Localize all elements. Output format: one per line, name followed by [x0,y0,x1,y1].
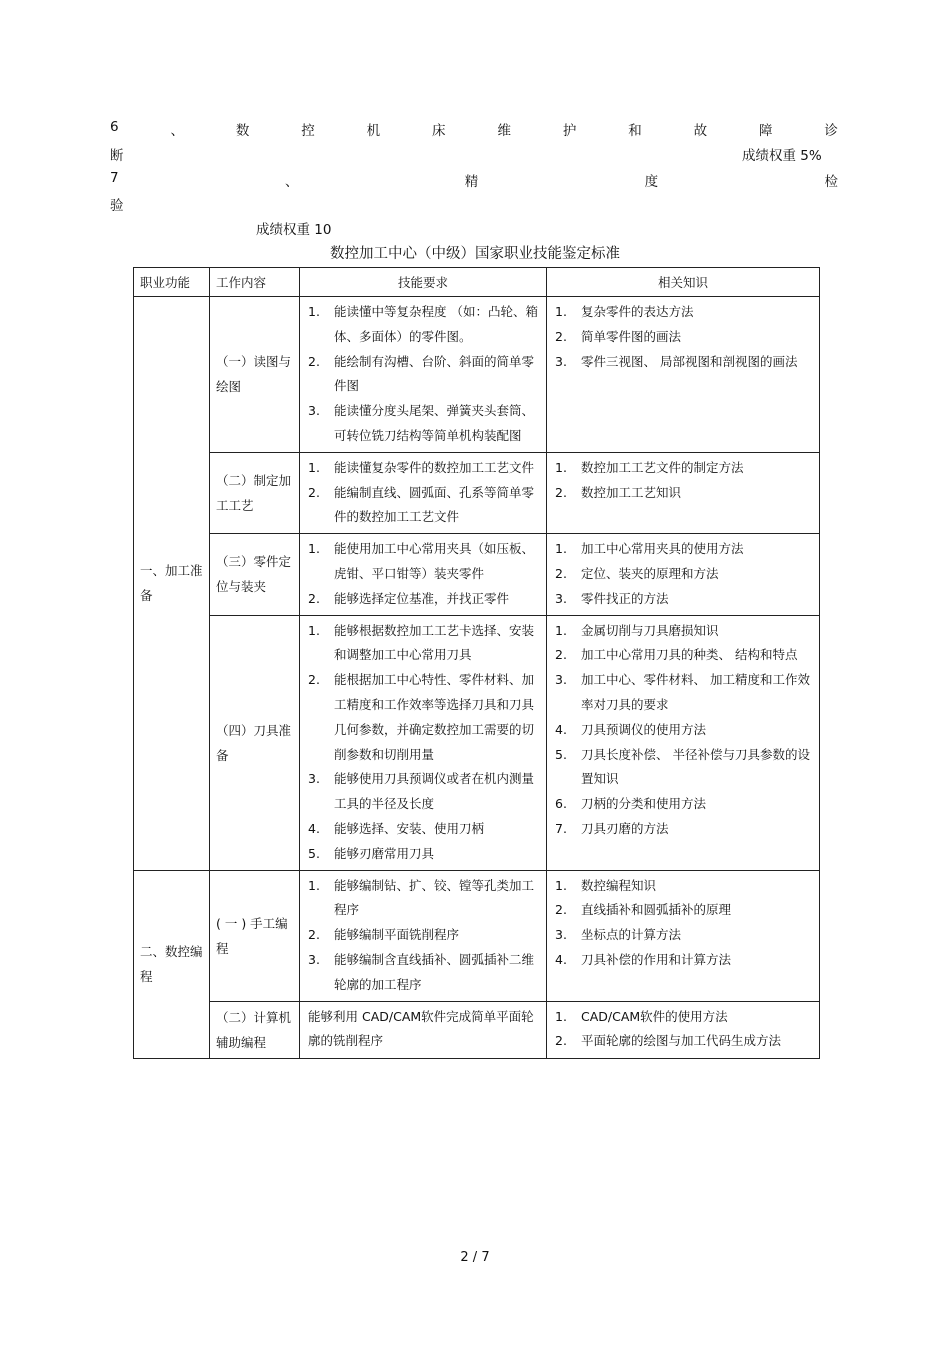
list-item-text: 加工中心、零件材料、 加工精度和工作效率对刀具的要求 [581,672,810,712]
list-item-text: 能读懂分度头尾架、弹簧夹头套筒、可转位铣刀结构等简单机构装配图 [334,403,535,443]
list-item [555,948,811,973]
list-item [308,300,538,350]
knowledge-cell [547,870,820,1001]
content-cell: （三）零件定位与装夹 [210,534,300,615]
list-item-number: 1. [308,541,320,557]
list-item [308,399,538,449]
list-item-number: 5. [308,845,320,861]
list-item-number: 3. [308,951,320,967]
skills-cell [300,452,547,533]
list-item-text: 能编制直线、圆弧面、孔系等简单零件的数控加工工艺文件 [334,484,535,525]
table-row [134,615,820,870]
heading-char: 和 [628,123,642,139]
numbered-list [308,456,538,530]
list-item-text: 能够刃磨常用刀具 [334,845,435,861]
list-item-number: 3. [555,672,567,688]
list-item [555,1029,811,1054]
list-item-text: 金属切削与刀具磨损知识 [581,622,719,638]
list-item-number: 1. [308,877,320,893]
list-item-number: 1. [555,877,567,893]
item6-weight: 成绩权重 5% [742,148,822,164]
heading-char: 控 [301,123,315,139]
list-item [555,587,811,612]
list-item-number: 2. [555,484,567,500]
list-item [308,842,538,867]
numbered-list [555,619,811,842]
list-item [555,562,811,587]
list-item-number: 1. [555,304,567,319]
list-item-number: 2. [308,927,320,943]
table-row [134,870,820,1001]
skills-text: 能够利用 CAD/CAM软件完成简单平面轮廓的铣削程序 [308,1008,534,1049]
list-item [555,898,811,923]
list-item [308,767,538,817]
numbered-list [555,456,811,506]
list-item-number: 3. [555,927,567,943]
list-item-number: 2. [308,353,320,369]
list-item-number: 3. [555,590,567,606]
content-cell: （四）刀具准备 [210,615,300,870]
numbered-list [308,874,538,998]
list-item [555,350,811,375]
list-item-text: 数控加工工艺文件的制定方法 [581,459,744,475]
list-item [555,718,811,743]
list-item-text: 能使用加工中心常用夹具（如压板、虎钳、平口钳等）装夹零件 [334,541,535,581]
skill-standard-table [133,267,820,1059]
list-item [555,1005,811,1030]
list-item-text: 刀具刃磨的方法 [581,820,669,836]
list-item-text: 能够编制平面铣削程序 [334,927,460,943]
heading-char: 故 [693,123,708,139]
skills-cell [300,1001,547,1058]
list-item-number: 1. [308,622,320,638]
heading-char: 诊 [824,123,838,139]
list-item [308,350,538,400]
content-cell: ( 一 ) 手工编程 [210,870,300,1001]
list-item-number: 4. [555,951,567,967]
list-item-text: 零件三视图、 局部视图和剖视图的画法 [581,353,798,369]
list-item-number: 5. [555,746,567,762]
list-item [308,817,538,842]
list-item-number: 2. [555,328,567,344]
skills-cell [300,615,547,870]
list-item-text: 刀具补偿的作用和计算方法 [581,951,732,967]
heading-char: 检 [824,174,838,190]
list-item [555,619,811,644]
list-item-text: 坐标点的计算方法 [581,927,682,943]
list-item-text: 数控加工工艺知识 [581,484,682,500]
list-item [308,587,538,612]
table-row [134,297,820,453]
list-item [555,743,811,793]
list-item [555,923,811,948]
list-item [555,481,811,506]
item6-line [110,119,838,139]
heading-char: 数 [235,123,250,139]
list-item-number: 2. [555,1033,567,1049]
content-cell: （二）计算机辅助编程 [210,1001,300,1058]
list-item-number: 6. [555,796,567,812]
list-item-text: 能读懂中等复杂程度 （如：凸轮、箱体、多面体）的零件图。 [334,304,538,344]
item7-line [110,170,838,190]
numbered-list [555,537,811,611]
list-item-text: 加工中心常用刀具的种类、 结构和特点 [581,647,798,663]
heading-char: 床 [432,123,446,139]
list-item-text: 能够使用刀具预调仪或者在机内测量工具的半径及长度 [334,771,535,812]
skills-cell [300,534,547,615]
list-item [555,643,811,668]
list-item-text: 能够编制含直线插补、圆弧插补二维轮廓的加工程序 [334,951,535,992]
list-item-text: 刀柄的分类和使用方法 [581,796,707,812]
list-item [555,456,811,481]
page-number: 2 / 7 [460,1250,490,1265]
list-item-text: 简单零件图的画法 [581,328,682,344]
item6-tail: 断 [110,148,124,164]
knowledge-cell [547,615,820,870]
list-item-text: 能够选择、安装、使用刀柄 [334,820,485,836]
content-cell: （二）制定加工工艺 [210,452,300,533]
list-item [308,481,538,531]
list-item [555,874,811,899]
list-item [308,874,538,924]
header-content: 工作内容 [210,268,300,297]
header-knowledge: 相关知识 [547,268,820,297]
heading-char: 7 [110,170,119,186]
heading-char: 度 [644,174,659,190]
list-item [555,817,811,842]
list-item-text: 定位、装夹的原理和方法 [581,565,719,581]
numbered-list [555,1005,811,1055]
list-item-number: 2. [308,590,320,606]
list-item-number: 4. [555,721,567,737]
list-item [308,668,538,767]
list-item-number: 1. [555,1008,567,1024]
list-item-text: CAD/CAM软件的使用方法 [581,1008,728,1024]
list-item-text: 能够编制钻、扩、铰、镗等孔类加工程序 [334,877,535,918]
list-item-text: 能够选择定位基准，并找正零件 [334,590,510,606]
knowledge-cell [547,297,820,453]
list-item-text: 平面轮廓的绘图与加工代码生成方法 [581,1033,782,1049]
table-header-row [134,268,820,297]
list-item-number: 2. [555,647,567,663]
list-item-text: 刀具长度补偿、 半径补偿与刀具参数的设置知识 [581,746,810,787]
list-item [308,619,538,669]
list-item-text: 刀具预调仪的使用方法 [581,721,707,737]
list-item [308,923,538,948]
list-item [555,300,811,325]
list-item [308,537,538,587]
numbered-list [308,537,538,611]
heading-char: 维 [497,123,511,139]
numbered-list [555,874,811,973]
list-item [555,668,811,718]
heading-char: 、 [284,174,299,190]
item7-weight: 成绩权重 10 [256,222,332,238]
list-item-text: 能绘制有沟槽、台阶、斜面的简单零件图 [334,353,535,394]
list-item-text: 复杂零件的表达方法 [581,304,694,319]
list-item-number: 1. [308,304,320,319]
heading-char: 护 [562,123,577,139]
list-item-text: 直线插补和圆弧插补的原理 [581,902,732,918]
list-item [308,456,538,481]
table-row [134,534,820,615]
heading-char: 、 [170,123,184,139]
list-item-number: 2. [308,672,320,688]
function-cell: 一、加工准备 [134,297,210,871]
header-skills: 技能要求 [300,268,547,297]
list-item-number: 2. [308,484,320,500]
numbered-list [555,300,811,374]
list-item-number: 7. [555,820,567,836]
list-item-number: 3. [308,403,320,419]
knowledge-cell [547,534,820,615]
table-row [134,1001,820,1058]
list-item-number: 2. [555,902,567,918]
content-cell: （一）读图与绘图 [210,297,300,453]
list-item-number: 3. [308,771,320,787]
list-item-number: 4. [308,820,320,836]
list-item-number: 1. [555,622,567,638]
list-item-text: 能读懂复杂零件的数控加工工艺文件 [334,459,535,475]
list-item-text: 零件找正的方法 [581,590,669,606]
list-item [555,325,811,350]
skills-cell [300,870,547,1001]
list-item-text: 能够根据数控加工工艺卡选择、安装和调整加工中心常用刀具 [334,622,535,663]
skills-cell [300,297,547,453]
list-item [555,792,811,817]
header-function: 职业功能 [134,268,210,297]
list-item-text: 能根据加工中心特性、零件材料、加工精度和工作效率等选择刀具和刀具几何参数，并确定数控加工需要的切削参数和切削用量 [334,672,535,762]
list-item [555,537,811,562]
item7-tail: 验 [110,198,124,214]
heading-char: 精 [464,174,479,190]
knowledge-cell [547,1001,820,1058]
list-item-text: 加工中心常用夹具的使用方法 [581,541,744,557]
heading-char: 障 [759,123,773,139]
list-item-text: 数控编程知识 [581,877,657,893]
table-row [134,452,820,533]
numbered-list [308,619,538,867]
list-item-number: 1. [555,541,567,557]
standard-title: 数控加工中心（中级）国家职业技能鉴定标准 [330,246,620,262]
function-cell: 二、数控编程 [134,870,210,1058]
heading-char: 6 [110,119,119,135]
list-item [308,948,538,998]
list-item-number: 3. [555,353,567,369]
list-item-number: 1. [308,459,320,475]
list-item-number: 1. [555,459,567,475]
list-item-number: 2. [555,565,567,581]
heading-char: 机 [366,123,381,139]
numbered-list [308,300,538,449]
knowledge-cell [547,452,820,533]
